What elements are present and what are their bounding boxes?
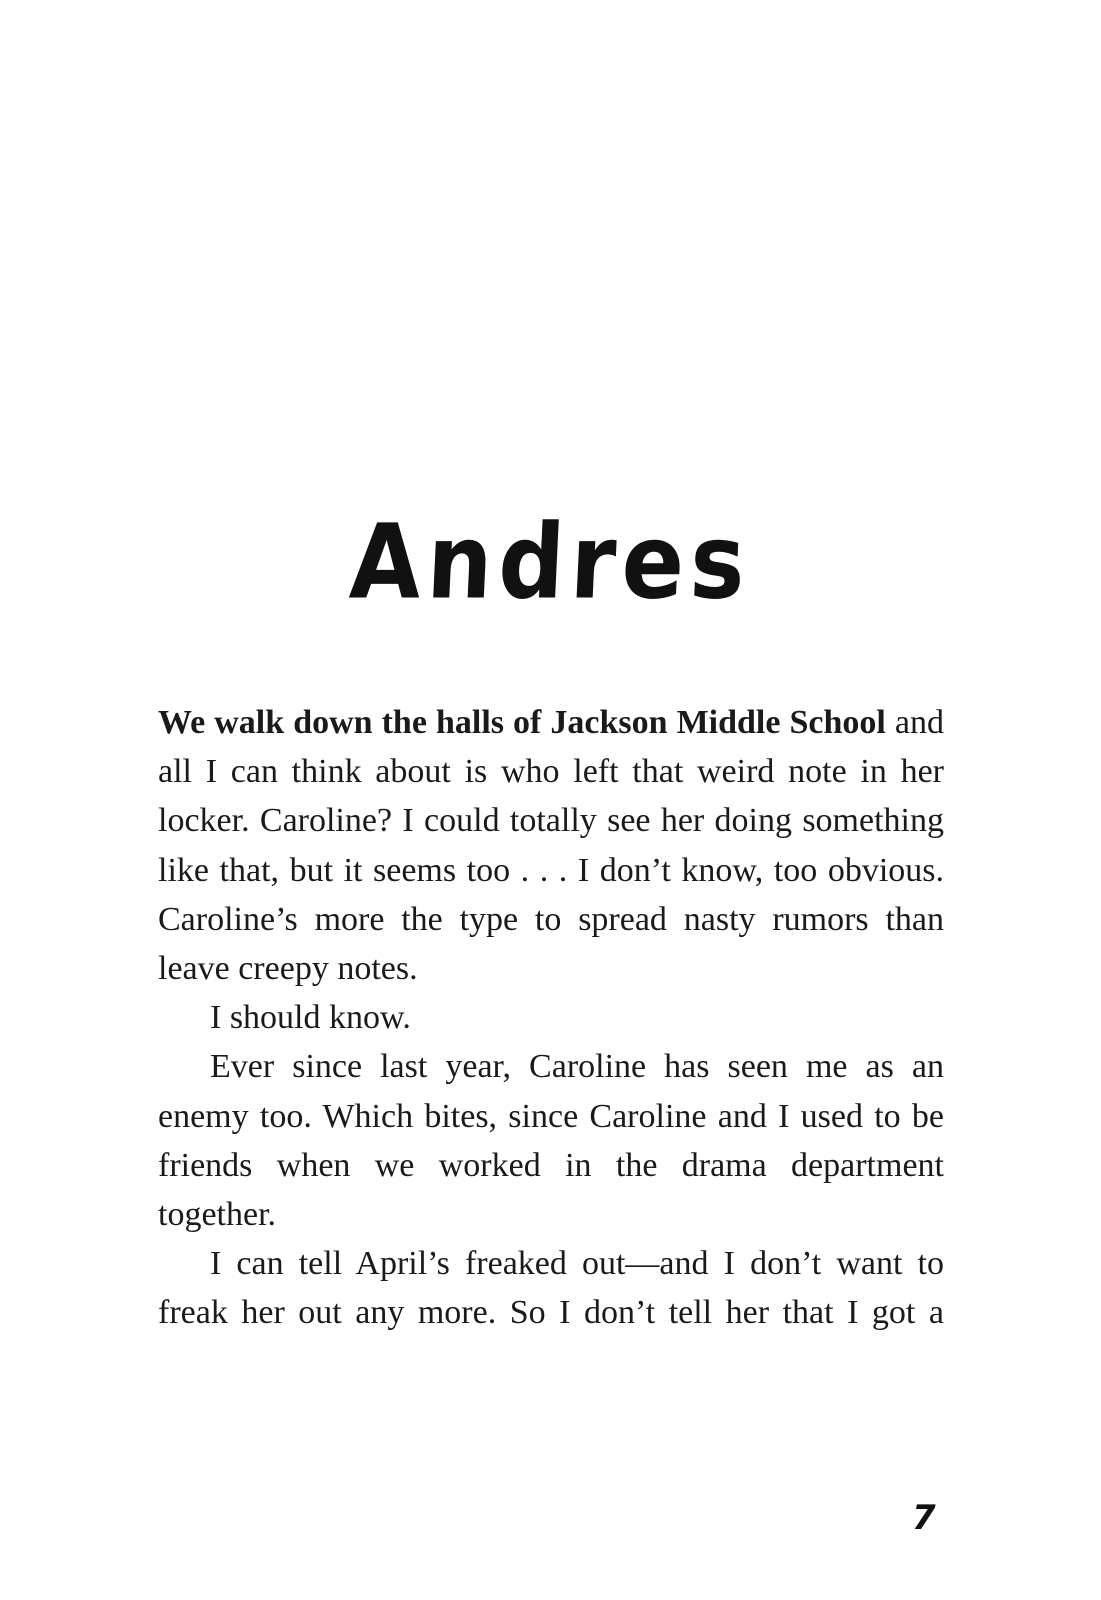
paragraph-text: and all I can think about is who left that weird note in her locker. Caroline? I could totally see her doing something like that, but it seems too . . . I don’t know, too obvious. Caroline’s more the type to spread nasty rumors than leave creepy notes.: [158, 704, 945, 988]
paragraph-text: I should know.: [210, 999, 411, 1037]
chapter-body: [158, 698, 944, 1338]
page-number: 7: [912, 1498, 936, 1538]
chapter-title: Andres: [347, 502, 754, 622]
paragraph-lead-in: We walk down the halls of Jackson Middle School: [158, 704, 886, 741]
paragraph-text: I can tell April’s freaked out—and I don’t want to freak her out any more. So I don’t tell her that I got a: [158, 1245, 944, 1332]
paragraph: [158, 698, 944, 993]
paragraph: [158, 1042, 944, 1239]
paragraph: [158, 993, 944, 1042]
paragraph-text: Ever since last year, Caroline has seen me as an enemy too. Which bites, since Caroline and I used to be friends when we worked in the drama department together.: [158, 1048, 944, 1234]
paragraph: [158, 1239, 944, 1337]
